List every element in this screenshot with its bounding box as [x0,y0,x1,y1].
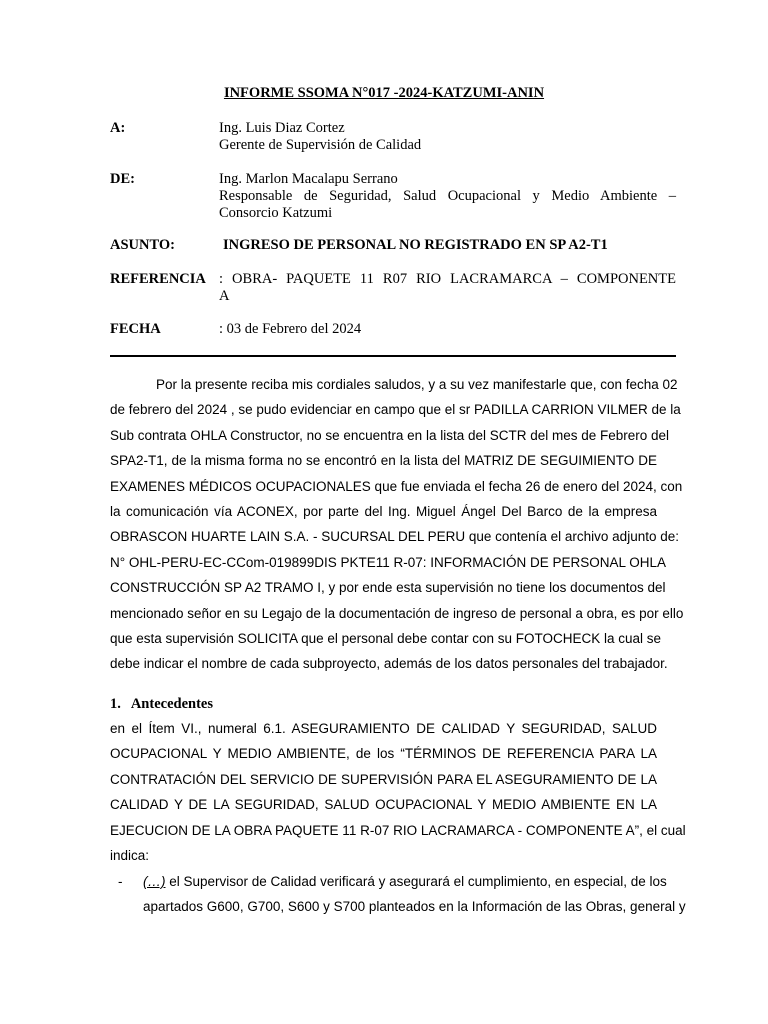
paragraph-line: Por la presente reciba mis cordiales saludos, y a su vez manifestarle que, con fecha 02 [156,377,678,392]
paragraph-line: SPA2-T1, de la misma forma no se encontró en la lista del MATRIZ DE SEGUIMIENTO DE [110,453,657,469]
subject-label: ASUNTO: [110,237,175,253]
paragraph-line: CONTRATACIÓN DEL SERVICIO DE SUPERVISIÓN PARA EL ASEGURAMIENTO DE LA [110,771,657,787]
date-value: : 03 de Febrero del 2024 [219,321,362,337]
paragraph-line: indica: [110,847,150,863]
report-title: INFORME SSOMA N°017 -2024-KATZUMI-ANIN [223,85,545,101]
paragraph-line: N° OHL-PERU-EC-CCom-019899DIS PKTE11 R-07: INFORMACIÓN DE PERSONAL OHLA [110,554,667,570]
paragraph-line: debe indicar el nombre de cada subproyecto, además de los datos personales del trabajador. [110,656,668,672]
paragraph-line: mencionado señor en su Legajo de la documentación de ingreso de personal a obra, es por ello [110,605,684,621]
reference-line1: : OBRA- PAQUETE 11 R07 RIO LACRAMARCA – COMPONENTE [219,271,676,287]
section-heading-antecedentes [110,696,213,713]
section-number: 1. [110,696,121,712]
paragraph-line: EXAMENES MÉDICOS OCUPACIONALES que fue enviada el fecha 26 de enero del 2024, con [110,478,683,494]
bullet-dash: - [118,874,123,889]
to-label: A: [110,120,126,136]
paragraph-line: OBRASCON HUARTE LAIN S.A. - SUCURSAL DEL PERU que contenía el archivo adjunto de: [110,529,679,545]
bullet-line [143,869,667,894]
paragraph-line: en el Ítem VI., numeral 6.1. ASEGURAMIENTO DE CALIDAD Y SEGURIDAD, SALUD [110,721,657,736]
antecedentes-paragraph [110,716,686,868]
reference-label: REFERENCIA [110,271,206,287]
paragraph-line: OCUPACIONAL Y MEDIO AMBIENTE, de los “TÉRMINOS DE REFERENCIA PARA LA [110,746,657,762]
paragraph-line: que esta supervisión SOLICITA que el personal debe contar con su FOTOCHECK la cual se [110,630,662,646]
paragraph-line: de febrero del 2024 , se pudo evidenciar en campo que el sr PADILLA CARRION VILMER de la [110,402,681,418]
section-title: Antecedentes [130,696,213,712]
ellipsis-marker: (…) [143,874,166,889]
bullet-line: apartados G600, G700, S600 y S700 planteados en la Información de las Obras, general y [143,899,686,915]
subject-value: INGRESO DE PERSONAL NO REGISTRADO EN SP A2-T1 [223,237,608,253]
paragraph-line: EJECUCION DE LA OBRA PAQUETE 11 R-07 RIO LACRAMARCA - COMPONENTE A”, el cual [110,822,686,838]
header-divider [110,355,676,357]
bullet-line-text: el Supervisor de Calidad verificará y asegurará el cumplimiento, en especial, de los [165,874,667,889]
body-paragraph [110,372,684,677]
from-name: Ing. Marlon Macalapu Serrano [219,171,398,187]
to-name: Ing. Luis Diaz Cortez [219,120,345,136]
from-label: DE: [110,171,135,187]
paragraph-line: CONSTRUCCIÓN SP A2 TRAMO I, y por ende esta supervisión no tiene los documentos del [110,580,666,596]
to-role: Gerente de Supervisión de Calidad [219,137,422,153]
paragraph-line: la comunicación vía ACONEX, por parte del Ing. Miguel Ángel Del Barco de la empresa [110,503,657,519]
from-role-line2: Consorcio Katzumi [219,205,333,221]
from-role-line1: Responsable de Seguridad, Salud Ocupacional y Medio Ambiente – [219,188,676,204]
paragraph-line: Sub contrata OHLA Constructor, no se encuentra en la lista del SCTR del mes de Febrero del [110,427,670,443]
paragraph-line: CALIDAD Y DE LA SEGURIDAD, SALUD OCUPACIONAL Y MEDIO AMBIENTE EN LA [110,797,657,813]
reference-line2: A [219,288,230,304]
date-label: FECHA [110,321,161,337]
